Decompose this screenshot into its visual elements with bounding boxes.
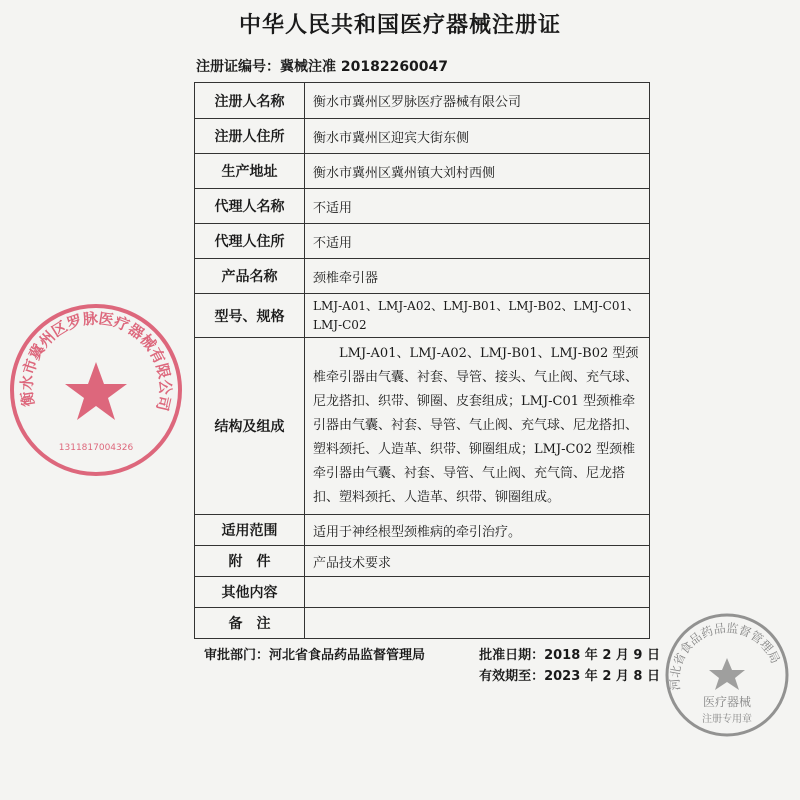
row-value: 适用于神经根型颈椎病的牵引治疗。 [305, 515, 650, 546]
table-row [195, 294, 650, 338]
svg-text:衡水市冀州区罗脉医疗器械有限公司 [18, 309, 174, 412]
row-label: 其他内容 [195, 577, 305, 608]
table-row [195, 224, 650, 259]
row-label: 备 注 [195, 608, 305, 639]
company-seal-text: 衡水市冀州区罗脉医疗器械有限公司 [17, 309, 175, 413]
valid-until: 有效期至：2023 年 2 月 8 日 [479, 669, 660, 684]
agency-seal-line2: 注册专用章 [702, 714, 752, 725]
row-value [305, 608, 650, 639]
row-value: 产品技术要求 [305, 546, 650, 577]
row-label: 型号、规格 [195, 294, 305, 338]
row-value: 衡水市冀州区迎宾大街东侧 [305, 119, 650, 154]
footer [194, 645, 660, 687]
row-value: 不适用 [305, 189, 650, 224]
row-value: LMJ-A01、LMJ-A02、LMJ-B01、LMJ-B02 型颈椎牵引器由气囊、衬套、导管、接头、气止阀、充气球、尼龙搭扣、织带、铆圈、皮套组成；LMJ-C01 型颈椎牵引器由气囊、衬套、导管、气止阀、充气球、尼龙搭扣、塑料颈托、人造革、织带、铆圈组成；LMJ-C02 型颈椎牵引器由气囊、衬套、导管、气止阀、充气筒、尼龙搭扣、塑料颈托、人造革、织带、铆圈组成。 [313, 346, 639, 505]
approval-department: 审批部门：河北省食品药品监督管理局 [204, 648, 426, 663]
agency-seal-line1: 医疗器械 [702, 695, 752, 709]
table-row [195, 154, 650, 189]
row-value: LMJ-A01、LMJ-A02、LMJ-B01、LMJ-B02、LMJ-C01、LMJ-C02 [305, 294, 650, 338]
table-row [195, 338, 650, 515]
row-label: 注册人名称 [195, 83, 305, 119]
table-row [195, 546, 650, 577]
table-row [195, 189, 650, 224]
document-title: 中华人民共和国医疗器械注册证 [238, 13, 561, 38]
approval-date: 批准日期：2018 年 2 月 9 日 [479, 648, 660, 663]
row-label: 附 件 [195, 546, 305, 577]
table-row [195, 259, 650, 294]
table-row [195, 577, 650, 608]
company-seal [6, 300, 186, 480]
row-value: 衡水市冀州区罗脉医疗器械有限公司 [305, 83, 650, 119]
svg-text:河北省食品药品监督管理局 [668, 620, 783, 691]
row-label: 产品名称 [195, 259, 305, 294]
certificate-table [194, 82, 650, 639]
table-row [195, 608, 650, 639]
row-label: 注册人住所 [195, 119, 305, 154]
row-value: 颈椎牵引器 [305, 259, 650, 294]
agency-seal [662, 610, 792, 740]
row-label: 结构及组成 [195, 338, 305, 515]
row-label: 代理人名称 [195, 189, 305, 224]
registration-number: 注册证编号：冀械注准 20182260047 [196, 59, 449, 75]
row-value: 不适用 [305, 224, 650, 259]
row-label: 适用范围 [195, 515, 305, 546]
table-row [195, 515, 650, 546]
certificate-sheet [194, 82, 660, 687]
star-icon [65, 362, 127, 420]
table-row [195, 83, 650, 119]
row-label: 代理人住所 [195, 224, 305, 259]
company-seal-number: 1311817004326 [58, 443, 134, 453]
row-value [305, 577, 650, 608]
star-icon [709, 658, 745, 690]
table-row [195, 119, 650, 154]
agency-seal-text: 河北省食品药品监督管理局 [667, 620, 783, 692]
row-label: 生产地址 [195, 154, 305, 189]
row-value: 衡水市冀州区冀州镇大刘村西侧 [305, 154, 650, 189]
